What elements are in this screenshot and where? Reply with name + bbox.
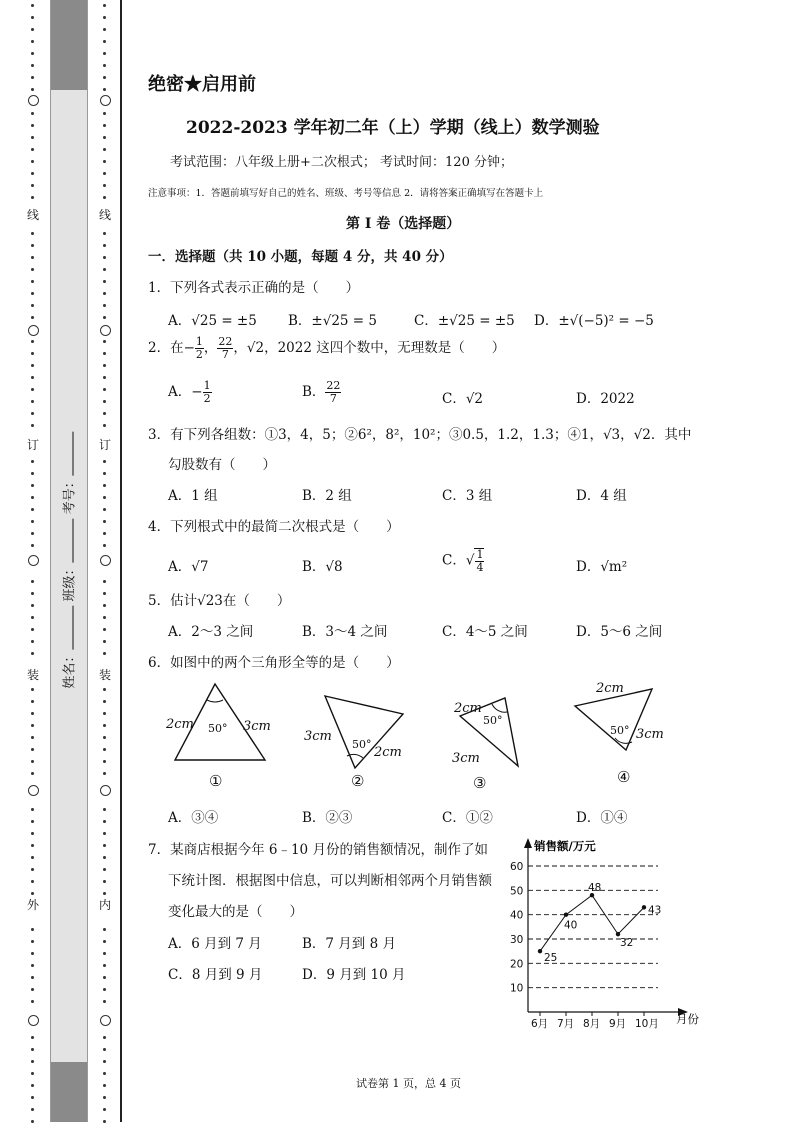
- margin-dot: [103, 496, 106, 499]
- margin-dot: [103, 592, 106, 595]
- margin-dot: [103, 88, 106, 91]
- tri1-side-b: 3cm: [243, 719, 271, 734]
- margin-dot: [103, 40, 106, 43]
- margin-dot: [103, 532, 106, 535]
- margin-dot: [31, 160, 34, 163]
- margin-dot: [31, 640, 34, 643]
- margin-dot: [103, 616, 106, 619]
- q4-option-b: B．√8: [302, 559, 343, 575]
- margin-dot: [31, 364, 34, 367]
- margin-circle: [28, 325, 39, 336]
- margin-dot: [31, 952, 34, 955]
- margin-dot: [31, 52, 34, 55]
- margin-dot: [31, 1000, 34, 1003]
- margin-dot: [103, 712, 106, 715]
- margin-dot: [31, 1096, 34, 1099]
- page-footer: 试卷第 1 页，总 4 页: [356, 1077, 461, 1090]
- margin-dot: [31, 124, 34, 127]
- margin-dot: [31, 844, 34, 847]
- margin-dot: [31, 1084, 34, 1087]
- x-tick-label: 10月: [635, 1018, 659, 1030]
- exam-notice: 注意事项：1．答题前填写好自己的姓名、班级、考号等信息 2．请将答案正确填写在答题卡上: [148, 188, 544, 199]
- margin-dot: [103, 148, 106, 151]
- tri4-number: ④: [617, 768, 631, 786]
- x-tick-label: 7月: [557, 1018, 575, 1030]
- margin-dot: [31, 28, 34, 31]
- q5-option-d: D．5～6 之间: [576, 624, 663, 640]
- margin-dot: [103, 52, 106, 55]
- margin-dot: [103, 1084, 106, 1087]
- margin-dot: [103, 736, 106, 739]
- margin-dot: [103, 880, 106, 883]
- margin-dot: [31, 496, 34, 499]
- y-axis-arrow: [524, 838, 532, 848]
- margin-dot: [31, 772, 34, 775]
- exam-title: 2022-2023 学年初二年（上）学期（线上）数学测验: [186, 118, 600, 138]
- margin-circle: [100, 325, 111, 336]
- margin-dot: [31, 16, 34, 19]
- y-tick-label: 30: [510, 934, 524, 946]
- y-tick-label: 60: [510, 861, 524, 873]
- margin-dot: [103, 652, 106, 655]
- margin-circle: [100, 785, 111, 796]
- q1-option-d: D．±√(−5)² = −5: [534, 313, 654, 329]
- confidential-label: 绝密★启用前: [148, 74, 256, 95]
- margin-dot: [103, 844, 106, 847]
- margin-dot: [31, 280, 34, 283]
- margin-dot: [103, 484, 106, 487]
- y-tick-label: 10: [510, 982, 524, 995]
- data-label: 40: [564, 919, 578, 932]
- margin-dot: [31, 340, 34, 343]
- margin-dot: [31, 472, 34, 475]
- q7-stem: 7．某商店根据今年 6﹣10 月份的销售额情况，制作了如: [148, 842, 488, 858]
- margin-dot: [103, 856, 106, 859]
- margin-dot: [31, 376, 34, 379]
- margin-dot: [103, 388, 106, 391]
- margin-dot: [103, 424, 106, 427]
- margin-dot: [103, 1096, 106, 1099]
- margin-dot: [31, 88, 34, 91]
- q5-stem: 5．估计√23在（ ）: [148, 593, 291, 609]
- tri4-side-b: 3cm: [636, 727, 664, 742]
- margin-dot: [31, 304, 34, 307]
- margin-dot: [103, 460, 106, 463]
- margin-dot: [103, 1072, 106, 1075]
- q6-option-d: D．①④: [576, 810, 628, 826]
- margin-dot: [31, 148, 34, 151]
- data-label: 43: [648, 904, 662, 917]
- margin-dot: [103, 520, 106, 523]
- q2-option-a: A．− $\frac{1}{2}$: [168, 379, 211, 405]
- margin-dot: [31, 508, 34, 511]
- q2-option-d: D．2022: [576, 391, 635, 407]
- margin-dot: [31, 592, 34, 595]
- margin-dot: [31, 724, 34, 727]
- margin-dot: [103, 160, 106, 163]
- margin-dot: [31, 412, 34, 415]
- margin-dot: [31, 256, 34, 259]
- tri3-number: ③: [473, 774, 487, 792]
- margin-mark-outer-2: 装: [27, 668, 40, 682]
- margin-dot: [31, 268, 34, 271]
- margin-dot: [103, 364, 106, 367]
- margin-dot: [31, 604, 34, 607]
- q6-option-b: B．②③: [302, 810, 353, 826]
- margin-dot: [31, 628, 34, 631]
- margin-dot: [103, 976, 106, 979]
- margin-dot: [31, 316, 34, 319]
- data-label: 32: [620, 937, 634, 950]
- margin-dot: [31, 460, 34, 463]
- margin-dot: [31, 988, 34, 991]
- margin-dot: [31, 1048, 34, 1051]
- margin-dot: [103, 256, 106, 259]
- inner-dotted-line: [100, 0, 114, 1122]
- margin-dot: [31, 196, 34, 199]
- margin-dot: [103, 1048, 106, 1051]
- triangle-figures: [160, 676, 720, 796]
- margin-dot: [31, 4, 34, 7]
- q2-option-c: C．√2: [442, 391, 484, 407]
- margin-circle: [100, 555, 111, 566]
- margin-dot: [103, 232, 106, 235]
- margin-dot: [103, 604, 106, 607]
- margin-dot: [31, 736, 34, 739]
- x-tick-label: 8月: [583, 1018, 601, 1030]
- margin-circle: [28, 1015, 39, 1026]
- margin-dot: [103, 400, 106, 403]
- q1-option-b: B．±√25 = 5: [288, 313, 377, 329]
- margin-dot: [103, 640, 106, 643]
- tri2-side-a: 3cm: [304, 729, 332, 744]
- id-label: 考号：: [62, 475, 78, 515]
- q2-option-b: B． $\frac{22}{7}$: [302, 379, 341, 405]
- q4-option-a: A．√7: [168, 559, 209, 575]
- q5-option-b: B．3～4 之间: [302, 624, 388, 640]
- tri1-number: ①: [209, 772, 223, 790]
- margin-dot: [103, 808, 106, 811]
- margin-dot: [31, 424, 34, 427]
- margin-dot: [103, 352, 106, 355]
- margin-dot: [103, 268, 106, 271]
- x-tick-label: 6月: [531, 1018, 549, 1030]
- outer-dotted-line: [28, 0, 42, 1122]
- margin-circle: [100, 1015, 111, 1026]
- data-point: [538, 949, 542, 953]
- chart-ylabel: 销售额/万元: [534, 839, 596, 853]
- margin-dot: [103, 136, 106, 139]
- q1-stem: 1．下列各式表示正确的是（ ）: [148, 280, 360, 296]
- margin-dot: [103, 724, 106, 727]
- q6-stem: 6．如图中的两个三角形全等的是（ ）: [148, 655, 400, 671]
- margin-dot: [103, 340, 106, 343]
- margin-dot: [31, 856, 34, 859]
- tri3-side-a: 2cm: [454, 701, 482, 716]
- y-tick-label: 50: [510, 885, 524, 898]
- margin-dot: [31, 1060, 34, 1063]
- margin-dot: [103, 892, 106, 895]
- tri1-side-a: 2cm: [166, 717, 194, 732]
- margin-circle: [100, 95, 111, 106]
- data-label: 48: [588, 882, 602, 895]
- q4-stem: 4．下列根式中的最简二次根式是（ ）: [148, 519, 400, 535]
- margin-dot: [31, 244, 34, 247]
- q3-option-a: A．1 组: [168, 488, 218, 504]
- margin-dot: [103, 376, 106, 379]
- margin-dot: [103, 16, 106, 19]
- margin-dot: [31, 1036, 34, 1039]
- margin-dot: [103, 412, 106, 415]
- margin-dot: [103, 628, 106, 631]
- margin-dot: [31, 760, 34, 763]
- margin-dot: [31, 292, 34, 295]
- margin-mark-outer-1: 订: [27, 438, 40, 452]
- margin-mark-outer-0: 线: [27, 208, 40, 222]
- q2-stem: 2．在− $\frac{1}{2}$ ， $\frac{22}{7}$ ，√2，2022 这四个数中，无理数是（ ）: [148, 335, 506, 361]
- margin-mark-inner-2: 装: [99, 668, 112, 682]
- margin-dot: [103, 244, 106, 247]
- margin-dot: [103, 952, 106, 955]
- margin-dot: [31, 40, 34, 43]
- margin-circle: [28, 785, 39, 796]
- margin-dot: [31, 976, 34, 979]
- margin-dot: [31, 184, 34, 187]
- margin-dot: [103, 196, 106, 199]
- margin-dot: [103, 1060, 106, 1063]
- section-title: 第 I 卷（选择题）: [346, 216, 461, 232]
- y-tick-label: 40: [510, 909, 524, 922]
- margin-dot: [103, 988, 106, 991]
- margin-dot: [31, 400, 34, 403]
- margin-dot: [31, 616, 34, 619]
- q7-option-b: B．7 月到 8 月: [302, 936, 396, 952]
- tri1-angle: 50°: [208, 722, 228, 735]
- margin-border: [120, 0, 122, 1122]
- margin-dot: [31, 712, 34, 715]
- margin-dot: [31, 832, 34, 835]
- margin-dot: [103, 868, 106, 871]
- margin-dot: [31, 748, 34, 751]
- y-tick-label: 20: [510, 958, 524, 971]
- q7-option-a: A．6 月到 7 月: [168, 936, 262, 952]
- margin-mark-outer-3: 外: [27, 898, 40, 912]
- margin-dot: [31, 172, 34, 175]
- margin-dot: [103, 112, 106, 115]
- margin-dot: [103, 1036, 106, 1039]
- data-point: [642, 905, 646, 909]
- margin-dot: [103, 472, 106, 475]
- q1-option-a: A．√25 = ±5: [168, 313, 257, 329]
- q6-option-c: C．①②: [442, 810, 493, 826]
- margin-dot: [103, 292, 106, 295]
- data-label: 25: [544, 952, 558, 965]
- margin-dot: [103, 832, 106, 835]
- margin-dot: [31, 76, 34, 79]
- margin-dot: [103, 280, 106, 283]
- margin-dot: [103, 928, 106, 931]
- tri2-number: ②: [351, 772, 365, 790]
- margin-dot: [31, 484, 34, 487]
- tri3-angle: 50°: [483, 714, 503, 727]
- margin-mark-inner-3: 内: [99, 898, 112, 912]
- margin-dot: [103, 580, 106, 583]
- margin-dot: [31, 352, 34, 355]
- margin-dot: [31, 652, 34, 655]
- chart-xlabel: 月份: [676, 1012, 699, 1026]
- margin-dot: [103, 772, 106, 775]
- margin-dot: [31, 820, 34, 823]
- margin-dot: [31, 688, 34, 691]
- class-label: 班级：: [62, 562, 78, 602]
- part-title: 一．选择题（共 10 小题，每题 4 分，共 40 分）: [148, 249, 453, 265]
- q5-option-c: C．4～5 之间: [442, 624, 528, 640]
- margin-dot: [103, 124, 106, 127]
- margin-dot: [103, 1000, 106, 1003]
- q7-stem-3: 变化最大的是（ ）: [168, 904, 303, 920]
- margin-mark-inner-1: 订: [99, 438, 112, 452]
- margin-dot: [31, 940, 34, 943]
- margin-circle: [28, 95, 39, 106]
- q6-option-a: A．③④: [168, 810, 219, 826]
- tri2-angle: 50°: [352, 738, 372, 751]
- margin-dot: [103, 4, 106, 7]
- margin-dot: [31, 868, 34, 871]
- x-tick-label: 9月: [609, 1018, 627, 1030]
- margin-dot: [103, 544, 106, 547]
- margin-circle: [28, 555, 39, 566]
- margin-dot: [103, 964, 106, 967]
- margin-dot: [31, 388, 34, 391]
- q3-stem: 3．有下列各组数：①3，4，5；②6²，8²，10²；③0.5，1.2，1.3；④1，√3，√2．其中: [148, 427, 692, 443]
- margin-dot: [31, 112, 34, 115]
- q3-option-c: C．3 组: [442, 488, 493, 504]
- margin-dot: [103, 940, 106, 943]
- student-info-fields: [50, 410, 86, 710]
- margin-dot: [31, 544, 34, 547]
- margin-dot: [103, 820, 106, 823]
- sales-line-chart: [500, 836, 710, 1030]
- q1-option-c: C．±√25 = ±5: [414, 313, 515, 329]
- q3-option-b: B．2 组: [302, 488, 352, 504]
- margin-dot: [103, 316, 106, 319]
- margin-dot: [31, 520, 34, 523]
- name-label: 姓名：: [62, 649, 78, 689]
- margin-dot: [31, 700, 34, 703]
- margin-dot: [103, 64, 106, 67]
- margin-dot: [31, 928, 34, 931]
- data-point: [616, 932, 620, 936]
- margin-dot: [103, 508, 106, 511]
- margin-dot: [103, 760, 106, 763]
- tri3-side-b: 3cm: [452, 751, 480, 766]
- margin-dot: [31, 1108, 34, 1111]
- margin-dot: [31, 808, 34, 811]
- tri4-angle: 50°: [610, 724, 630, 737]
- margin-dot: [103, 748, 106, 751]
- q7-option-d: D．9 月到 10 月: [302, 967, 406, 983]
- margin-dot: [31, 232, 34, 235]
- margin-dot: [31, 880, 34, 883]
- data-point: [564, 912, 568, 916]
- q5-option-a: A．2～3 之间: [168, 624, 254, 640]
- margin-dot: [103, 76, 106, 79]
- margin-dot: [31, 136, 34, 139]
- q3-stem-2: 勾股数有（ ）: [168, 457, 276, 473]
- margin-dot: [103, 28, 106, 31]
- margin-dot: [103, 172, 106, 175]
- margin-dot: [31, 532, 34, 535]
- exam-scope: 考试范围：八年级上册+二次根式； 考试时间：120 分钟；: [170, 155, 513, 170]
- margin-dot: [31, 64, 34, 67]
- q4-option-d: D．√m²: [576, 559, 628, 575]
- tri4-side-a: 2cm: [596, 681, 624, 696]
- q4-option-c: C．√ $\frac{1}{4}$: [442, 548, 484, 574]
- margin-dot: [31, 580, 34, 583]
- tri2-side-b: 2cm: [374, 745, 402, 760]
- q3-option-d: D．4 组: [576, 488, 627, 504]
- q7-stem-2: 下统计图．根据图中信息，可以判断相邻两个月销售额: [168, 873, 492, 889]
- margin-dot: [103, 1108, 106, 1111]
- margin-dot: [31, 1072, 34, 1075]
- margin-dot: [103, 688, 106, 691]
- margin-dot: [103, 184, 106, 187]
- margin-mark-inner-0: 线: [99, 208, 112, 222]
- margin-dot: [103, 304, 106, 307]
- margin-dot: [31, 892, 34, 895]
- q7-option-c: C．8 月到 9 月: [168, 967, 263, 983]
- margin-dot: [103, 700, 106, 703]
- margin-dot: [31, 964, 34, 967]
